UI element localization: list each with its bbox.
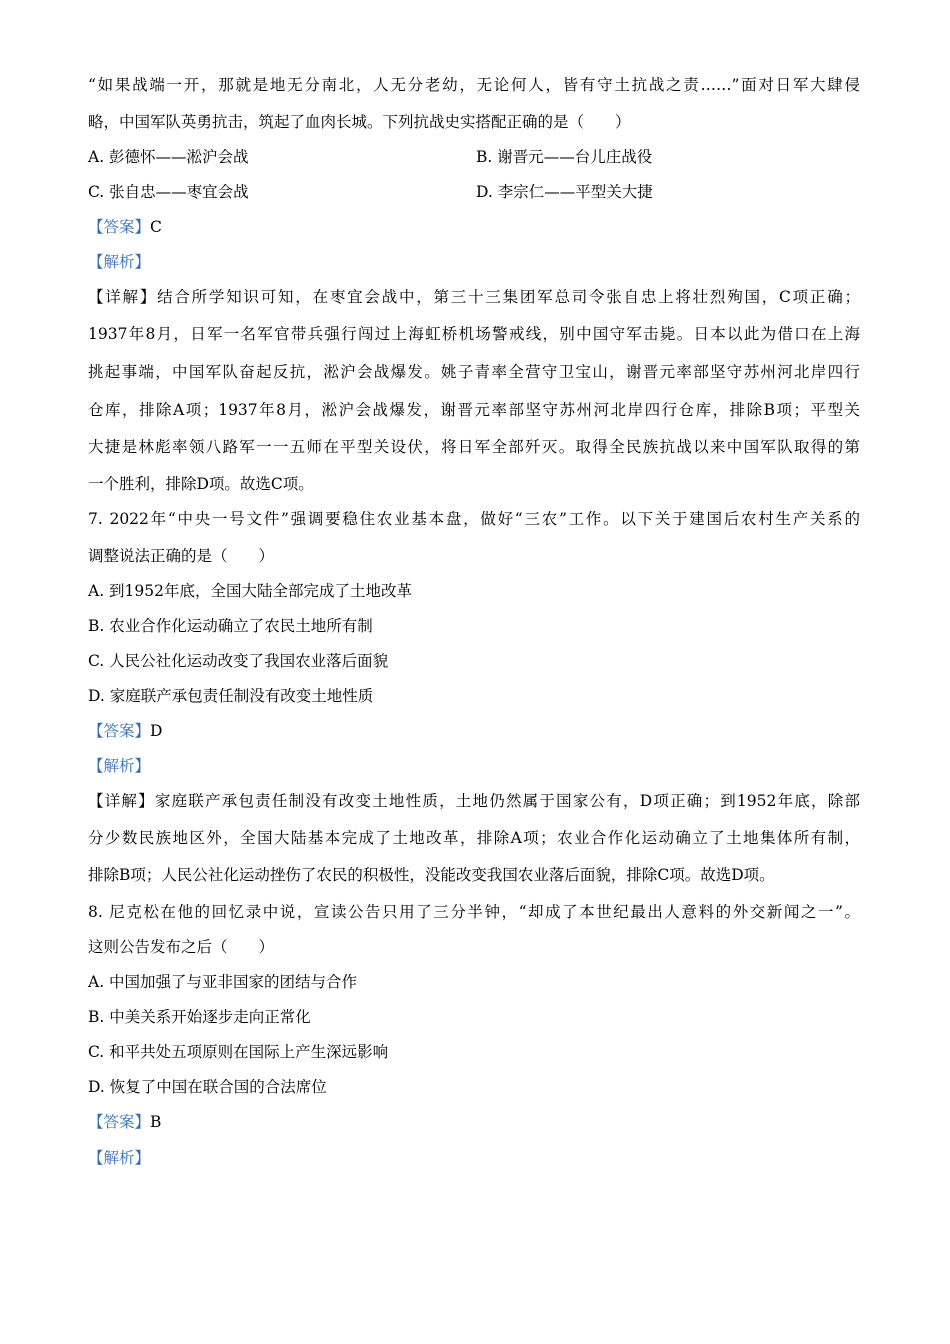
detail-text: 家庭联产承包责任制没有改变土地性质，土地仍然属于国家公有，D项正确；到1952年底，除部 bbox=[154, 792, 860, 810]
question-stem: 略，中国军队英勇抗击，筑起了血肉长城。下列抗战史实搭配正确的是（ ） bbox=[88, 113, 631, 131]
question-stem: 这则公告发布之后（ ） bbox=[88, 938, 275, 956]
option-c: C. 人民公社化运动改变了我国农业落后面貌 bbox=[88, 652, 389, 670]
detail-line bbox=[88, 791, 860, 811]
detail-line: 一个胜利，排除D项。故选C项。 bbox=[88, 475, 314, 493]
option-c: C. 张自忠——枣宜会战 bbox=[88, 183, 249, 201]
option-b: B. 农业合作化运动确立了农民土地所有制 bbox=[88, 617, 373, 635]
option-b: B. 中美关系开始逐步走向正常化 bbox=[88, 1008, 311, 1026]
detail-line: 排除B项；人民公社化运动挫伤了农民的积极性，没能改变我国农业落后面貌，排除C项。故选D项。 bbox=[88, 866, 775, 884]
answer-label: 【答案】 bbox=[88, 722, 151, 740]
detail-line: 分少数民族地区外，全国大陆基本完成了土地改革，排除A项；农业合作化运动确立了土地集体所有制， bbox=[88, 829, 860, 847]
option-c: C. 和平共处五项原则在国际上产生深远影响 bbox=[88, 1043, 389, 1061]
detail-label: 【详解】 bbox=[88, 288, 158, 306]
answer bbox=[88, 1112, 161, 1132]
detail-line bbox=[88, 287, 860, 307]
detail-line: 仓库，排除A项；1937年8月，淞沪会战爆发，谢晋元率部坚守苏州河北岸四行仓库，排除B项；平型关 bbox=[88, 401, 860, 419]
question-stem: 7. 2022年“中央一号文件”强调要稳住农业基本盘，做好“三农”工作。以下关于建国后农村生产关系的 bbox=[88, 510, 860, 528]
option-a: A. 中国加强了与亚非国家的团结与合作 bbox=[88, 973, 358, 991]
analysis-label: 【解析】 bbox=[88, 757, 151, 775]
option-d: D. 家庭联产承包责任制没有改变土地性质 bbox=[88, 687, 374, 705]
option-d: D. 恢复了中国在联合国的合法席位 bbox=[88, 1078, 327, 1096]
detail-text: 结合所学知识可知，在枣宜会战中，第三十三集团军总司令张自忠上将壮烈殉国，C项正确； bbox=[157, 288, 860, 306]
analysis-label: 【解析】 bbox=[88, 253, 151, 271]
option-d: D. 李宗仁——平型关大捷 bbox=[476, 183, 653, 201]
answer-value: D bbox=[150, 722, 163, 740]
answer bbox=[88, 721, 162, 741]
analysis-label: 【解析】 bbox=[88, 1149, 151, 1167]
option-a: A. 彭德怀——淞沪会战 bbox=[88, 148, 249, 166]
option-b: B. 谢晋元——台儿庄战役 bbox=[476, 148, 653, 166]
question-stem: 8. 尼克松在他的回忆录中说，宣读公告只用了三分半钟，“却成了本世纪最出人意料的外交新闻之一”。 bbox=[88, 903, 860, 921]
detail-line: 1937年8月，日军一名军官带兵强行闯过上海虹桥机场警戒线，别中国守军击毙。日本以此为借口在上海 bbox=[88, 325, 860, 343]
answer-label: 【答案】 bbox=[88, 1113, 151, 1131]
detail-line: 大捷是林彪率领八路军一一五师在平型关设伏，将日军全部歼灭。取得全民族抗战以来中国军队取得的第 bbox=[88, 438, 860, 456]
answer bbox=[88, 217, 162, 237]
option-a: A. 到1952年底，全国大陆全部完成了土地改革 bbox=[88, 582, 412, 600]
detail-line: 挑起事端，中国军队奋起反抗，淞沪会战爆发。姚子青率全营守卫宝山，谢晋元率部坚守苏州河北岸四行 bbox=[88, 363, 860, 381]
question-stem: “如果战端一开，那就是地无分南北，人无分老幼，无论何人，皆有守土抗战之责……”面对日军大肆侵 bbox=[88, 76, 860, 94]
detail-label: 【详解】 bbox=[88, 792, 155, 810]
answer-value: B bbox=[150, 1113, 162, 1131]
answer-label: 【答案】 bbox=[88, 218, 151, 236]
question-stem: 调整说法正确的是（ ） bbox=[88, 547, 275, 565]
answer-value: C bbox=[150, 218, 162, 236]
